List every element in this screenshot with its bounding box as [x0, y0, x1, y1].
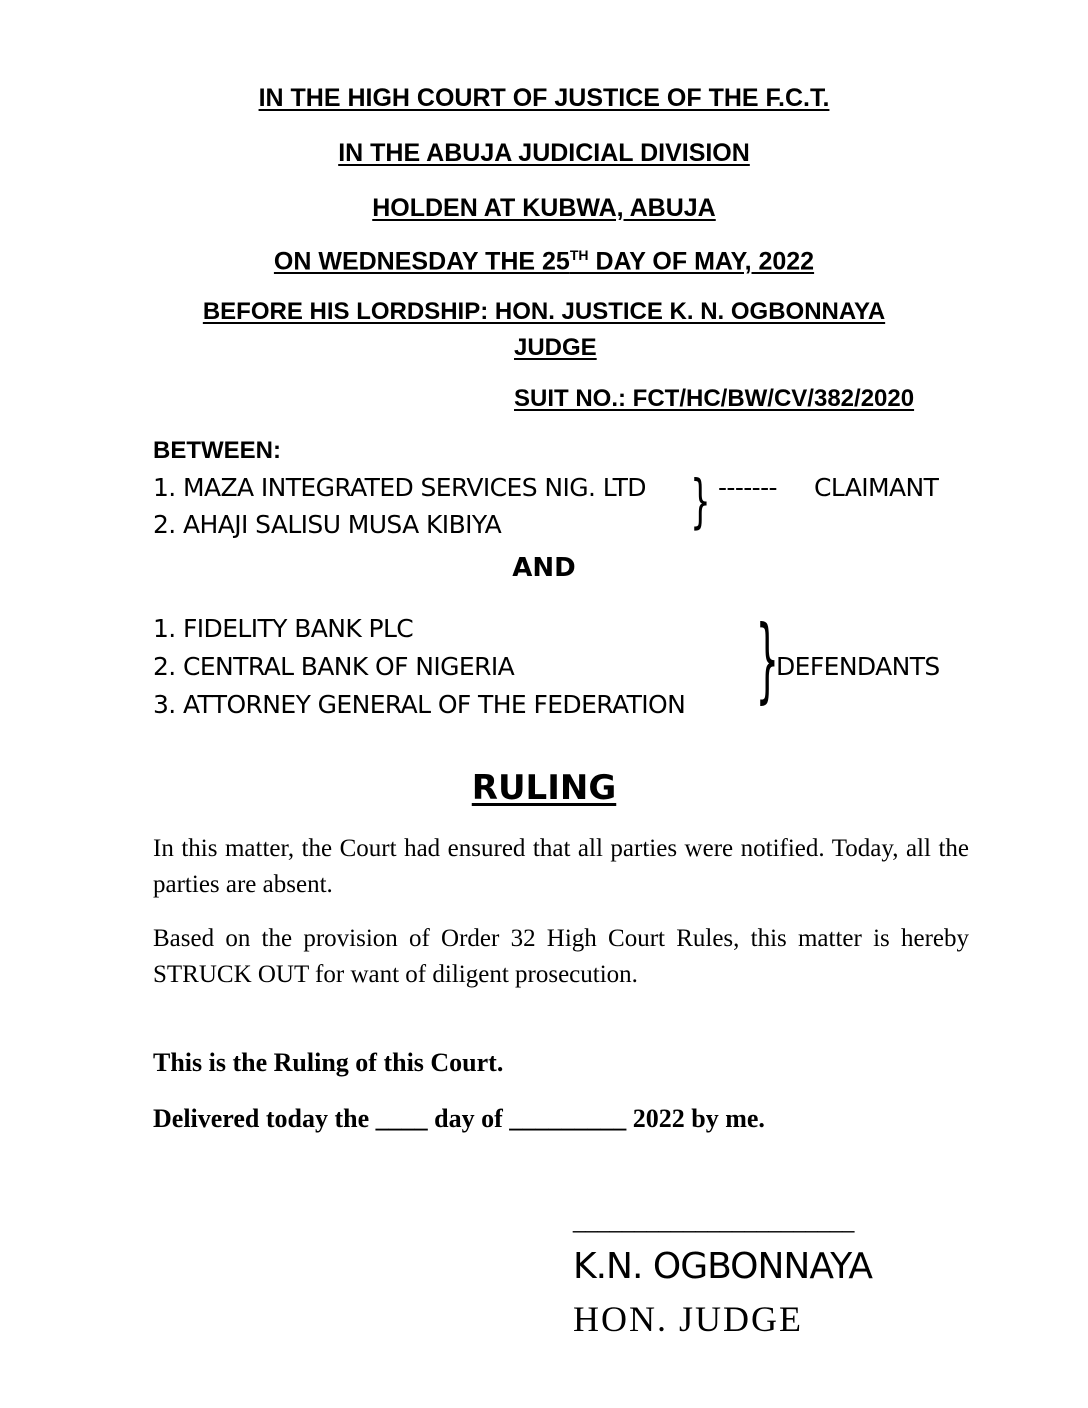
- hearing-date-suffix: DAY OF MAY, 2022: [588, 247, 815, 276]
- court-title: IN THE HIGH COURT OF JUSTICE OF THE F.C.T.: [258, 84, 830, 112]
- defendant-2: 2. CENTRAL BANK OF NIGERIA: [153, 652, 515, 681]
- claimant-1: 1. MAZA INTEGRATED SERVICES NIG. LTD: [153, 473, 646, 502]
- judicial-division: IN THE ABUJA JUDICIAL DIVISION: [338, 139, 750, 167]
- judge-title: HON. JUDGE: [573, 1299, 803, 1339]
- defendant-brace: }: [755, 606, 779, 713]
- defendant-1: 1. FIDELITY BANK PLC: [153, 614, 414, 643]
- holden-at: HOLDEN AT KUBWA, ABUJA: [372, 194, 716, 222]
- suit-number: SUIT NO.: FCT/HC/BW/CV/382/2020: [514, 385, 915, 412]
- between-label: BETWEEN:: [153, 437, 281, 464]
- before-lordship: BEFORE HIS LORDSHIP: HON. JUSTICE K. N. OGBONNAYA: [202, 298, 886, 325]
- signature-line: _______________________: [573, 1208, 855, 1233]
- ruling-paragraph-2: Based on the provision of Order 32 High Court Rules, this matter is hereby STRUCK OUT for want of diligent prosecution.: [153, 925, 969, 988]
- defendant-label: DEFENDANTS: [776, 652, 940, 681]
- claimant-brace: }: [690, 467, 711, 535]
- judge-label: JUDGE: [514, 334, 597, 361]
- ruling-title: RULING: [471, 768, 617, 808]
- delivered-line: Delivered today the ____ day of _________ 2022 by me.: [153, 1104, 765, 1133]
- judge-name: K.N. OGBONNAYA: [573, 1246, 873, 1287]
- hearing-date-prefix: ON WEDNESDAY THE 25: [273, 247, 570, 276]
- ruling-paragraph-1: In this matter, the Court had ensured that all parties were notified. Today, all the parties are absent.: [153, 835, 969, 898]
- and-separator: AND: [512, 553, 576, 583]
- hearing-date: [0, 247, 1088, 276]
- hearing-date-superscript: TH: [569, 247, 589, 263]
- claimant-2: 2. AHAJI SALISU MUSA KIBIYA: [153, 510, 502, 539]
- claimant-dashes: -------: [718, 473, 777, 502]
- defendant-3: 3. ATTORNEY GENERAL OF THE FEDERATION: [153, 690, 686, 719]
- ruling-statement: This is the Ruling of this Court.: [153, 1048, 504, 1077]
- claimant-label: CLAIMANT: [814, 473, 939, 502]
